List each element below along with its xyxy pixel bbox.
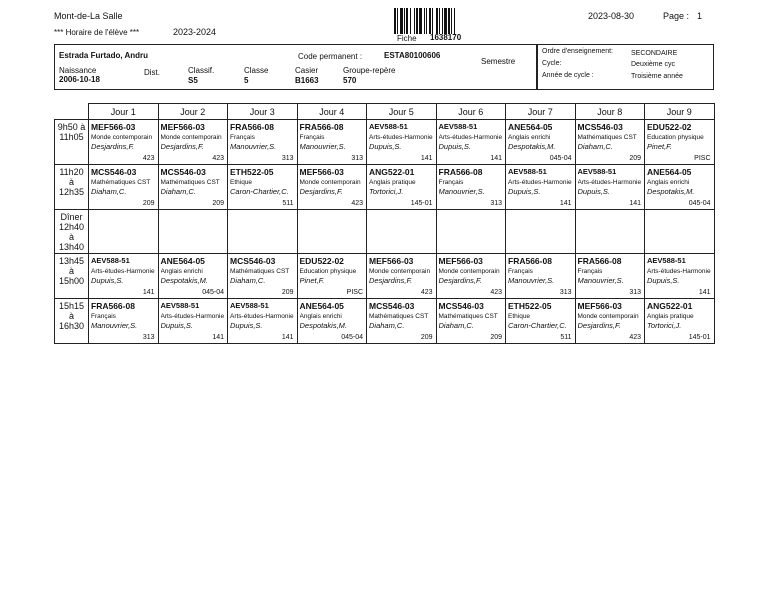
course-cell — [506, 165, 576, 210]
course-code: AEV588-51 — [508, 167, 547, 176]
course-cell — [158, 210, 228, 254]
page-label: Page : — [663, 11, 690, 21]
course-code: AEV588-51 — [647, 256, 686, 265]
course-teacher: Pinet,F. — [299, 276, 325, 285]
period-time — [55, 120, 89, 165]
course-cell — [367, 120, 437, 165]
course-subject: Mathématiques CST — [577, 134, 637, 141]
course-code: ETH522-05 — [508, 301, 552, 311]
course-cell — [228, 210, 298, 254]
course-subject: Anglais pratique — [647, 313, 694, 320]
course-cell — [367, 210, 437, 254]
semestre-label: Semestre — [481, 57, 516, 66]
course-room: 209 — [142, 200, 155, 207]
course-teacher: Dupuis,S. — [647, 276, 680, 285]
course-room: 209 — [490, 334, 502, 341]
casier-label: Casier — [295, 66, 319, 75]
classe-label: Classe — [244, 66, 269, 75]
course-teacher: Dupuis,S. — [508, 187, 541, 196]
period-time — [55, 165, 89, 210]
naissance-label: Naissance — [59, 66, 97, 75]
course-code: FRA566-08 — [230, 122, 274, 132]
ordre-label: Ordre d'enseignement: — [542, 48, 613, 55]
course-teacher: Desjardins,F. — [160, 142, 204, 151]
time-line: Dîner — [60, 212, 83, 222]
student-name: Estrada Furtado, Andru — [59, 51, 149, 60]
course-code: MEF566-03 — [369, 256, 414, 266]
course-room: 423 — [351, 200, 363, 207]
course-room: 209 — [212, 200, 224, 207]
page-number: 1 — [697, 11, 703, 21]
course-teacher: Tortorici,J. — [647, 321, 682, 330]
course-room: 313 — [490, 200, 502, 207]
course-subject: Arts-études-Harmonie — [647, 268, 711, 275]
course-subject: Monde contemporain — [299, 179, 361, 186]
course-code: AEV588-51 — [577, 167, 617, 176]
course-code: ANE564-05 — [647, 167, 692, 177]
course-subject: Français — [230, 134, 255, 141]
time-line: 9h50 à — [57, 122, 86, 132]
course-room: 145-01 — [410, 200, 433, 207]
course-teacher: Caron-Chartier,C. — [508, 321, 567, 330]
course-teacher: Manouvrier,S. — [91, 321, 138, 330]
course-code: FRA566-08 — [438, 167, 483, 177]
course-room: 141 — [281, 334, 294, 341]
course-cell — [506, 299, 576, 344]
course-cell — [645, 165, 715, 210]
dist-label: Dist. — [144, 68, 160, 77]
day-header: Jour 9 — [645, 104, 715, 120]
course-cell — [436, 299, 506, 344]
course-room: 209 — [629, 155, 641, 162]
groupe-label: Groupe-repère — [343, 66, 396, 75]
course-room: 045-04 — [688, 200, 711, 207]
classif-label: Classif. — [188, 66, 215, 75]
course-cell — [89, 210, 159, 254]
course-teacher: Dupuis,S. — [230, 321, 263, 330]
time-line: 15h00 — [58, 276, 85, 286]
groupe-value: 570 — [343, 76, 357, 85]
course-code: MCS546-03 — [91, 167, 137, 177]
course-room: 141 — [559, 200, 572, 207]
course-cell — [158, 120, 228, 165]
course-code: AEV588-51 — [438, 122, 478, 131]
course-subject: Mathématiques CST — [369, 313, 429, 320]
course-code: FRA566-08 — [299, 122, 344, 132]
course-subject: Anglais enrichi — [160, 268, 203, 275]
course-subject: Monde contemporain — [160, 134, 222, 141]
course-teacher: Diaham,C. — [160, 187, 196, 196]
course-code: ANE564-05 — [160, 256, 205, 266]
course-code: MCS546-03 — [230, 256, 276, 266]
course-code: MEF566-03 — [438, 256, 483, 266]
course-code: MEF566-03 — [577, 301, 622, 311]
course-room: 423 — [420, 289, 433, 296]
course-teacher: Dupuis,S. — [91, 276, 124, 285]
course-cell — [297, 254, 367, 299]
course-subject: Français — [91, 313, 116, 320]
course-teacher: Pinet,F. — [647, 142, 672, 151]
course-code: ETH522-05 — [230, 167, 274, 177]
course-code: MEF566-03 — [299, 167, 344, 177]
course-code: AEV588-51 — [160, 301, 200, 310]
course-cell — [89, 165, 159, 210]
time-line: 11h05 — [59, 132, 84, 142]
course-room: 141 — [698, 289, 711, 296]
course-room: 511 — [560, 334, 572, 341]
fiche-label: Fiche — [397, 34, 417, 43]
course-cell — [297, 299, 367, 344]
course-code: ANG522-01 — [647, 301, 693, 311]
course-cell — [506, 254, 576, 299]
course-room: 141 — [490, 155, 502, 162]
course-cell — [228, 254, 298, 299]
course-cell — [228, 299, 298, 344]
course-teacher: Manouvrier,S. — [438, 187, 485, 196]
course-cell — [297, 120, 367, 165]
course-cell — [575, 165, 645, 210]
course-cell — [367, 299, 437, 344]
course-cell — [575, 120, 645, 165]
course-teacher: Desjardins,F. — [91, 142, 135, 151]
course-room: 145-01 — [688, 334, 711, 341]
period-row — [55, 165, 715, 210]
time-line: 11h20 — [59, 167, 84, 177]
course-teacher: Diaham,C. — [438, 321, 474, 330]
course-code: MEF566-03 — [91, 122, 136, 132]
course-cell — [89, 254, 159, 299]
course-teacher: Diaham,C. — [369, 321, 405, 330]
course-subject: Français — [508, 268, 533, 275]
casier-value: B1663 — [295, 76, 319, 85]
course-teacher: Despotakis,M. — [508, 142, 556, 151]
annee-value: Troisième année — [631, 73, 683, 80]
course-room: 313 — [351, 155, 363, 162]
course-room: 511 — [282, 200, 294, 207]
classif-value: S5 — [188, 76, 198, 85]
course-code: MCS546-03 — [369, 301, 415, 311]
day-header: Jour 6 — [436, 104, 506, 120]
course-teacher: Caron-Chartier,C. — [230, 187, 289, 196]
day-header: Jour 8 — [575, 104, 645, 120]
course-room: 209 — [420, 334, 433, 341]
course-code: FRA566-08 — [508, 256, 552, 266]
course-subject: Arts-études-Harmonie — [438, 134, 503, 141]
course-code: EDU522-02 — [299, 256, 344, 266]
course-subject: Ethique — [508, 313, 531, 320]
course-cell — [645, 210, 715, 254]
course-teacher: Diaham,C. — [91, 187, 127, 196]
course-code: ANE564-05 — [299, 301, 344, 311]
course-room: 141 — [212, 334, 224, 341]
course-teacher: Diaham,C. — [577, 142, 613, 151]
time-line: 13h40 — [58, 242, 85, 252]
period-row — [55, 254, 715, 299]
student-info-box — [54, 44, 537, 90]
course-room: 141 — [420, 155, 433, 162]
course-cell — [436, 254, 506, 299]
course-subject: Mathématiques CST — [160, 179, 220, 186]
course-cell — [158, 165, 228, 210]
course-teacher: Tortorici,J. — [369, 187, 404, 196]
course-cell — [228, 165, 298, 210]
course-room: 209 — [281, 289, 294, 296]
day-header: Jour 4 — [297, 104, 367, 120]
corner-cell — [55, 104, 89, 120]
course-teacher: Manouvrier,S. — [299, 142, 346, 151]
course-subject: Education physique — [647, 134, 704, 141]
course-cell — [436, 165, 506, 210]
course-subject: Arts-études-Harmonie — [508, 179, 572, 186]
course-cell — [89, 120, 159, 165]
day-header: Jour 3 — [228, 104, 298, 120]
course-subject: Français — [438, 179, 464, 186]
course-subject: Arts-études-Harmonie — [369, 134, 433, 141]
course-cell — [158, 254, 228, 299]
course-code: MCS546-03 — [577, 122, 623, 132]
course-teacher: Despotakis,M. — [160, 276, 209, 285]
course-subject: Monde contemporain — [438, 268, 500, 275]
annee-label: Année de cycle : — [542, 72, 594, 79]
course-teacher: Dupuis,S. — [369, 142, 402, 151]
course-room: 423 — [629, 334, 641, 341]
course-room: 045-04 — [549, 155, 572, 162]
time-line: à — [68, 232, 74, 242]
time-line: à — [68, 177, 74, 187]
course-teacher: Manouvrier,S. — [230, 142, 277, 151]
course-subject: Monde contemporain — [91, 134, 153, 141]
course-cell — [645, 120, 715, 165]
course-teacher: Dupuis,S. — [577, 187, 611, 196]
course-code: ANE564-05 — [508, 122, 553, 132]
course-subject: Education physique — [299, 268, 357, 275]
course-teacher: Desjardins,F. — [299, 187, 343, 196]
course-subject: Anglais enrichi — [647, 179, 690, 186]
school-name: Mont-de-La Salle — [54, 11, 123, 21]
course-subject: Monde contemporain — [369, 268, 431, 275]
course-code: AEV588-51 — [369, 122, 408, 131]
cycle-value: Deuxième cyc — [631, 61, 675, 68]
course-teacher: Despotakis,M. — [299, 321, 348, 330]
course-code: FRA566-08 — [91, 301, 135, 311]
time-line: 12h40 — [58, 222, 85, 232]
time-line: à — [68, 311, 74, 321]
course-code: MEF566-03 — [160, 122, 205, 132]
course-subject: Arts-études-Harmonie — [230, 313, 294, 320]
course-code: EDU522-02 — [647, 122, 692, 132]
course-code: FRA566-08 — [577, 256, 622, 266]
course-cell — [575, 254, 645, 299]
course-room: PISC — [694, 155, 711, 162]
period-row — [55, 299, 715, 344]
day-header: Jour 7 — [506, 104, 576, 120]
fiche-number: 1638170 — [430, 33, 462, 42]
course-room: 313 — [281, 155, 294, 162]
course-room: 313 — [559, 289, 572, 296]
course-subject: Anglais pratique — [369, 179, 416, 186]
course-code: MCS546-03 — [160, 167, 206, 177]
course-teacher: Diaham,C. — [230, 276, 266, 285]
course-subject: Mathématiques CST — [438, 313, 498, 320]
course-room: 423 — [490, 289, 502, 296]
period-row — [55, 120, 715, 165]
course-cell — [367, 254, 437, 299]
course-cell — [436, 120, 506, 165]
course-subject: Arts-études-Harmonie — [91, 268, 155, 275]
course-cell — [89, 299, 159, 344]
course-cell — [575, 210, 645, 254]
course-subject: Anglais enrichi — [299, 313, 342, 320]
course-subject: Mathématiques CST — [91, 179, 151, 186]
course-room: 423 — [142, 155, 155, 162]
course-cell — [506, 210, 576, 254]
period-row — [55, 210, 715, 254]
code-permanent-label: Code permanent : — [298, 52, 363, 61]
course-room: 141 — [629, 200, 641, 207]
order-info-box — [537, 44, 714, 90]
naissance-value: 2006-10-18 — [59, 75, 100, 84]
barcode-icon — [394, 8, 472, 34]
course-cell — [367, 165, 437, 210]
course-teacher: Despotakis,M. — [647, 187, 695, 196]
course-subject: Monde contemporain — [577, 313, 639, 320]
course-subject: Mathématiques CST — [230, 268, 290, 275]
course-teacher: Desjardins,F. — [369, 276, 413, 285]
course-code: MCS546-03 — [438, 301, 484, 311]
day-header: Jour 1 — [89, 104, 159, 120]
course-room: 423 — [212, 155, 224, 162]
course-teacher: Manouvrier,S. — [508, 276, 555, 285]
cycle-label: Cycle: — [542, 60, 562, 67]
course-subject: Français — [577, 268, 603, 275]
course-subject: Arts-études-Harmonie — [160, 313, 225, 320]
time-line: 13h45 — [58, 256, 85, 266]
course-room: 045-04 — [341, 334, 363, 341]
course-code: AEV588-51 — [91, 256, 130, 265]
period-time — [55, 254, 89, 299]
schedule-table — [54, 103, 715, 344]
course-cell — [297, 165, 367, 210]
course-cell — [645, 254, 715, 299]
course-cell — [297, 210, 367, 254]
schedule-title: *** Horaire de l'élève *** — [54, 28, 140, 37]
course-room: 141 — [142, 289, 155, 296]
course-subject: Français — [299, 134, 325, 141]
course-cell — [436, 210, 506, 254]
course-cell — [506, 120, 576, 165]
course-teacher: Desjardins,F. — [438, 276, 482, 285]
course-subject: Anglais enrichi — [508, 134, 551, 141]
course-teacher: Manouvrier,S. — [577, 276, 624, 285]
school-year: 2023-2024 — [173, 27, 217, 37]
day-header: Jour 2 — [158, 104, 228, 120]
course-teacher: Dupuis,S. — [438, 142, 472, 151]
course-cell — [158, 299, 228, 344]
day-header-row — [55, 104, 715, 120]
course-code: ANG522-01 — [369, 167, 415, 177]
period-time — [55, 210, 89, 254]
day-header: Jour 5 — [367, 104, 437, 120]
time-line: à — [68, 266, 74, 276]
time-line: 15h15 — [58, 301, 85, 311]
course-teacher: Desjardins,F. — [577, 321, 621, 330]
ordre-value: SECONDAIRE — [631, 50, 678, 57]
time-line: 16h30 — [58, 321, 85, 331]
course-teacher: Dupuis,S. — [160, 321, 194, 330]
course-room: PISC — [346, 289, 363, 296]
course-cell — [645, 299, 715, 344]
course-subject: Ethique — [230, 179, 253, 186]
code-permanent: ESTA80100606 — [384, 51, 441, 60]
course-code: AEV588-51 — [230, 301, 269, 310]
course-cell — [228, 120, 298, 165]
time-line: 12h35 — [58, 187, 85, 197]
print-date: 2023-08-30 — [588, 11, 635, 21]
classe-value: 5 — [244, 76, 249, 85]
course-subject: Arts-études-Harmonie — [577, 179, 642, 186]
course-room: 045-04 — [202, 289, 224, 296]
course-room: 313 — [629, 289, 641, 296]
period-time — [55, 299, 89, 344]
course-room: 313 — [142, 334, 155, 341]
course-cell — [575, 299, 645, 344]
